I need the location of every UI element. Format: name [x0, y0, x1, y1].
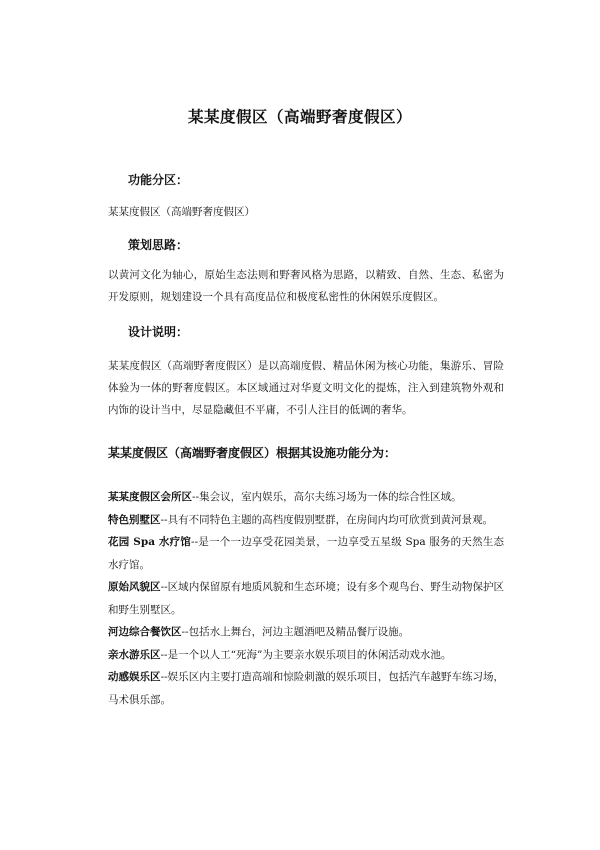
facility-desc: --包括水上舞台，河边主题酒吧及精品餐厅设施。: [181, 626, 410, 638]
facility-name: 花园 Spa 水疗馆: [108, 536, 192, 548]
planning-heading: 策划思路：: [128, 238, 189, 252]
facility-desc: --具有不同特色主题的高档度假别墅群，在房间内均可欣赏到黄河景观。: [160, 513, 494, 526]
facility-desc: --娱乐区内主要打造高端和惊险刺激的娱乐项目，包括汽车越野车练习场，马术俱乐部。: [108, 671, 504, 706]
facility-desc: --是一个以人工“死海”为主要亲水娱乐项目的休闲活动戏水池。: [160, 648, 452, 661]
facility-name: 某某度假区会所区: [108, 491, 192, 503]
facility-name: 河边综合餐饮区: [108, 626, 182, 638]
facility-name: 特色别墅区: [108, 513, 161, 526]
facility-item: [108, 509, 504, 532]
document-title: 某某度假区（高端野奢度假区）: [187, 107, 412, 126]
function-body: 某某度假区（高端野奢度假区）: [108, 206, 255, 218]
facility-name: 原始风貌区: [108, 581, 161, 593]
facility-desc: --区域内保留原有地质风貌和生态环境；设有多个观鸟台、野生动物保护区和野生别墅区。: [108, 581, 504, 616]
function-heading: 功能分区：: [128, 173, 189, 187]
facility-item: [108, 621, 504, 644]
planning-body: 以黄河文化为轴心，原始生态法则和野奢风格为思路，以精致、自然、生态、私密为开发原则，规划建设一个具有高度品位和极度私密性的休闲娱乐度假区。: [108, 269, 504, 303]
facility-desc: --是一个一边享受花园美景，一边享受五星级 Spa 服务的天然生态水疗馆。: [108, 536, 504, 571]
design-heading: 设计说明：: [128, 325, 189, 339]
facility-item: [108, 576, 504, 621]
facility-name: 动感娱乐区: [108, 671, 161, 683]
facility-desc: --集会议，室内娱乐，高尔夫练习场为一体的综合性区域。: [192, 491, 462, 503]
design-body: 某某度假区（高端野奢度假区）是以高端度假、精品休闲为核心功能，集游乐、冒险体验为一体的野奢度假区。本区域通过对华夏文明文化的提炼，注入到建筑物外观和内饰的设计当中，尽显隐藏但不平庸，不引人注目的低调的奢华。: [108, 360, 504, 416]
facilities-title: 某某度假区（高端野奢度假区）根据其设施功能分为：: [108, 446, 397, 460]
facility-item: [108, 666, 504, 711]
facility-item: [108, 531, 504, 576]
facilities-list: [108, 486, 504, 711]
facility-name: 亲水游乐区: [108, 648, 161, 661]
facility-item: [108, 644, 504, 667]
facility-item: [108, 486, 504, 509]
